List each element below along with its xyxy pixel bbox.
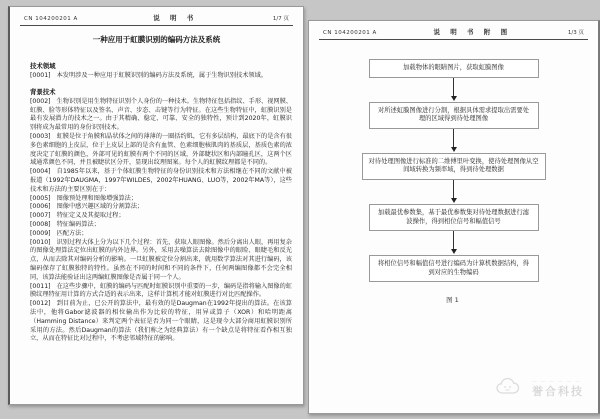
paragraph-label: [0009] [30,229,51,237]
paragraph-0006 [30,203,292,212]
drawings-page [308,20,600,414]
paragraph-0007 [30,212,292,221]
paragraph-0010 [30,239,292,283]
paragraph-label: [0004] [30,168,51,176]
paragraph-label: [0006] [30,203,51,211]
paragraph-0003 [30,133,292,168]
right-page-indicator: 1/3 页 [567,30,584,36]
down-arrow-icon [453,78,454,97]
flowchart-step-1: 加载物体的眼睛图片，获取虹膜图像 [369,59,539,78]
down-arrow-icon [453,180,454,199]
flowchart-step-3: 对待处理图像进行标准的二维傅里叶变换，使待处理图像从空间域转换为频率域，得到待处理数据 [362,153,546,180]
left-doc-number: CN 104200201 A [24,16,78,22]
left-doc-type: 说 明 书 [153,14,198,22]
paragraph-label: [0012] [30,300,51,308]
paragraph-0008 [30,221,292,230]
paragraph-label: [0002] [30,97,51,105]
right-page-header [319,21,588,40]
flowchart-step-4: 加载最优参数集，基于最优参数集对待处理数据进行滤波操作，得到相位信号和幅值信号 [369,204,539,231]
specification-page [8,6,304,405]
patent-title: 一种应用于虹膜识别的编码方法及系统 [92,35,221,44]
figure-caption: 图1 [446,296,461,305]
site-watermark [495,375,584,403]
paragraph-label: [0007] [30,212,51,220]
paragraph-text: 图像中感兴趣区域的分割算法； [56,203,144,211]
paragraph-label: [0008] [30,220,51,228]
paragraph-text: 特征定义及其提取过程； [56,212,125,220]
paragraph-0001 [30,72,292,81]
cloud-logo-icon [495,375,527,403]
watermark-tagline: — — — — — — [532,379,581,386]
flowchart-step-5: 将相位信号和幅值信号进行编码为计算机数据结构，得到对应的生物编码 [369,255,539,282]
paragraph-text: 识别过程大体上分为以下几个过程：首先，获取人眼图像。然后分离出人眼，再用复杂的图像处理算法定位出虹膜的内外边界。另外，采用去噪算法去除图像中的眼睑、眼睫毛和反光点，从而去除其对编码分析的影响。一旦虹膜被定位分割出来，就用数学算法对其进行编码，该编码保存了虹膜独特的特性。虽然在不同的时间和不同的条件下，任何两编图像都不会完全相同，该算法能验证出这两编虹膜图像是否属于同一个人。 [30,238,292,281]
section-heading-technical-field: 技术领域 [30,62,56,70]
paragraph-text: 生物识别是用生物特征识别个人身份的一种技术。生物特征包括指纹、手形、视网膜、虹膜、脸等形体特征以及签名、声音、步态、击键等行为特征。在这些生物特征中，虹膜识别是最有发展潜力的技术之一。由于其精确、稳定、可靠、安全的独特性，预计到2020年，虹膜识别将成为最常用的身份识别技术。 [30,97,292,132]
paragraph-0011 [30,283,292,301]
paragraph-text: 虹膜是位于角膜和晶状体之间的薄薄的一圈括约肌，它有多层结构，最底下的是含有很多色素细胞的上皮层，位于上皮层上部的是含有血管、色素细胞核肌肉的基质层，基质色素的浓度决定了虹膜的颜色，外部可见的虹膜有两个不同的区域，外部睫状区和内部瞳孔区，这两个区域通常颜色不同，并且被睫状区分开，显现出纹理图案。每个人的虹膜纹理都是不同的。 [30,132,292,167]
paragraph-label: [0001] [30,72,51,79]
down-arrow-icon [453,129,454,148]
paragraph-label: [0005] [30,194,51,202]
paragraph-text: 在这些步骤中，虹膜的编码与匹配时虹膜识别中重要的一步，编码是指将输入图像的虹膜纹理特征用计算的方式合适的表示出来，这样计算机才能对虹膜进行对比匹配操作。 [30,282,292,299]
right-doc-number: CN 104200201 A [323,30,377,36]
down-arrow-icon [453,231,454,250]
paragraph-label: [0011] [30,282,51,290]
paragraph-text: 匹配方法； [56,229,88,237]
left-page-header [20,7,293,26]
paragraph-text: 自1985年以来，基于个体虹膜生物特征的身份识别技术和方法相继在不同的文献中被报道（1992年DAUGMA，1997年WILDES，2002年HUANG、LUO等，2002年MA等），这些技术和方法的主要区别在于： [30,168,292,193]
paragraph-label: [0010] [30,238,51,246]
watermark-name: 誉合科技 [532,384,584,398]
section-heading-background: 背景技术 [30,87,56,96]
left-page-indicator: 1/7 页 [272,16,289,22]
figure1-flowchart [309,59,598,304]
paragraph-text: 图像预处理和图像增强算法； [56,194,138,202]
paragraph-label: [0003] [30,132,51,140]
right-doc-type: 说 明 书 附 图 [433,28,512,36]
watermark-text [532,380,584,398]
flowchart-step-2: 对所述虹膜图像进行分割，根据具体需求提取出需要处理的区域得到待处理图像 [369,102,539,129]
specification-body [10,61,303,344]
paragraph-text: 特征编码算法； [56,220,100,228]
paragraph-text: 到目前为止，已公开的算法中，最有效的是Daugman在1992年提出的算法。在该算法中，他将Gabor滤波器的相位输出作为比较的特征，用异或算子（XOR）和哈明距离（Hamming Distance）来判定两个表征是否为同一个眼睛，这是现今大部分商用虹膜识别所采用的方法。然后Daugman的算法（我们称之为经典算法）有一个缺点是将特征看作相互独立，从而在特征比对过程中，不考虑邻域特征的影响。 [30,300,292,343]
paragraph-text: 本发明涉及一种应用于虹膜识别的编码方法及系统，属于生物识别技术领域。 [56,72,267,79]
paragraph-0002 [30,98,292,133]
paragraph-0009 [30,230,292,239]
paragraph-0004 [30,168,292,194]
paragraph-0012 [30,300,292,344]
